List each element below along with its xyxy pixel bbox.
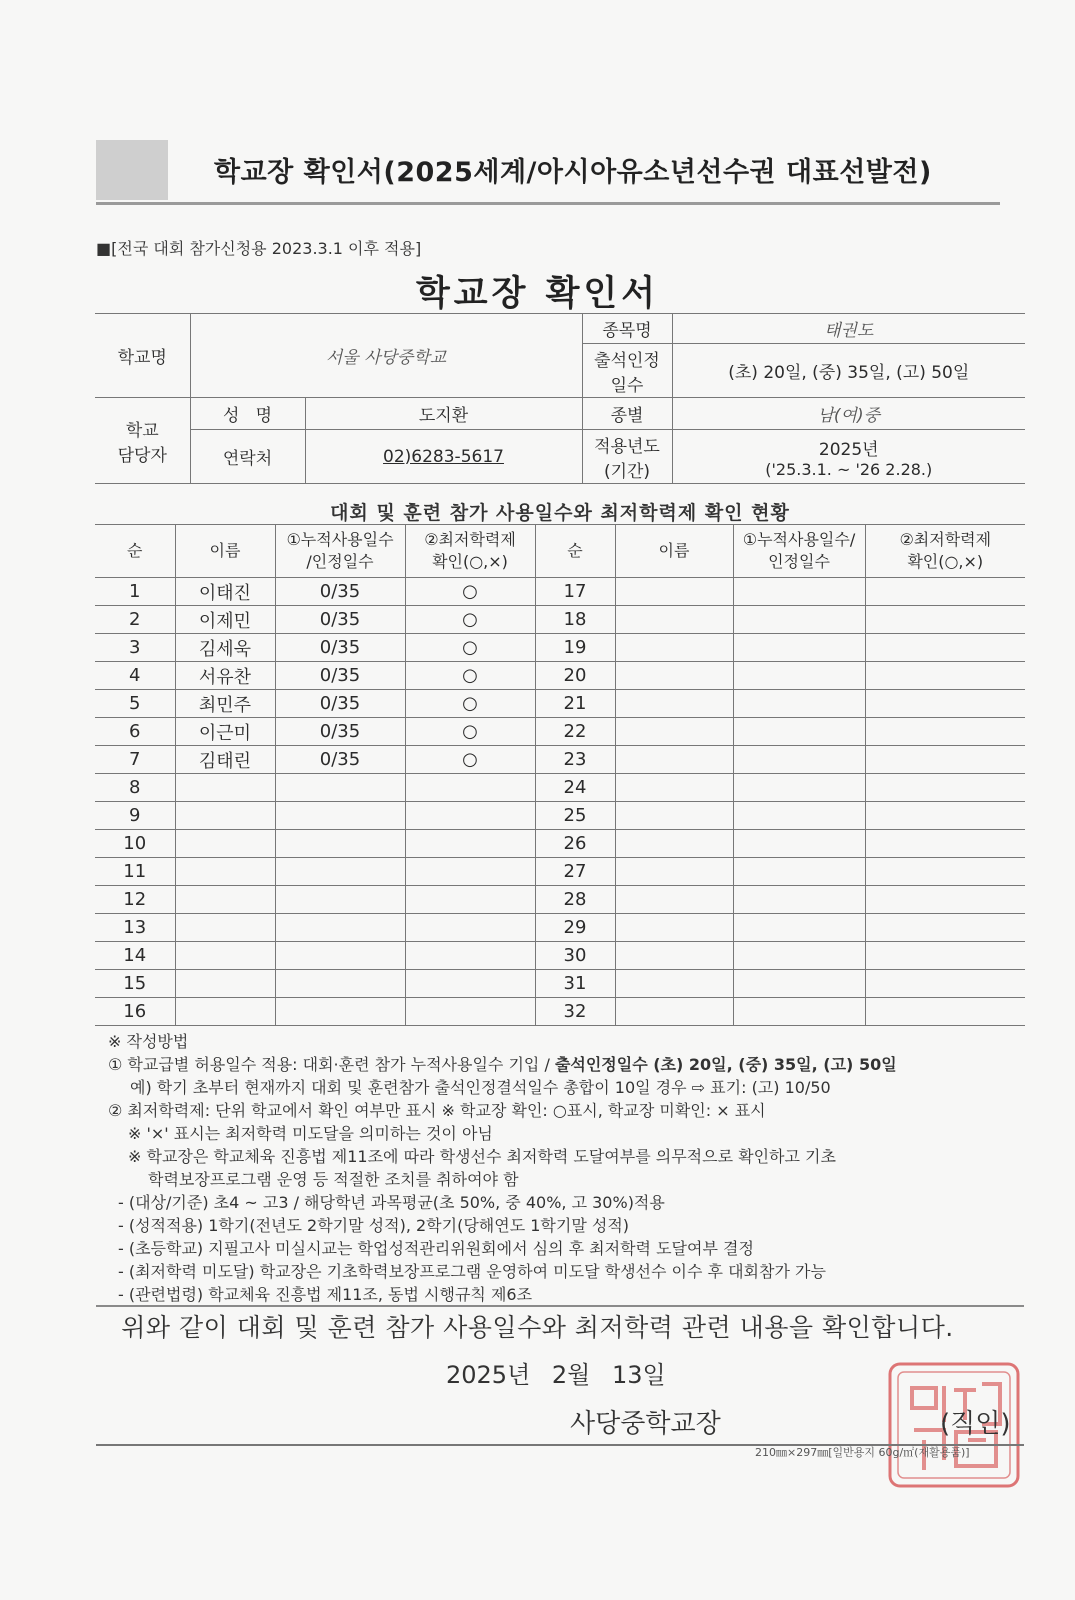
table-row [95, 746, 1025, 774]
row-check: ○ [405, 606, 535, 634]
row-no: 6 [95, 718, 175, 746]
row-no: 5 [95, 690, 175, 718]
table-row [95, 914, 1025, 942]
event-label: 종목명 [582, 314, 672, 344]
row-name [175, 942, 275, 970]
note-1-bold: 출석인정일수 (초) 20일, (중) 35일, (고) 50일 [554, 1055, 897, 1074]
row-check-right [865, 886, 1025, 914]
row-days-right [733, 886, 865, 914]
header-confirm [405, 525, 535, 578]
row-check-right [865, 858, 1025, 886]
detail-2: - (성적적용) 1학기(전년도 2학기말 성적), 2학기(당해연도 1학기말 성적) [118, 1216, 630, 1235]
manager-label-line2: 담당자 [117, 445, 167, 466]
name-value: 도지환 [305, 398, 582, 430]
row-check-right [865, 606, 1025, 634]
row-no-right: 27 [535, 858, 615, 886]
header-confirm-line1: ②최저학력제 [424, 530, 516, 549]
row-no: 1 [95, 578, 175, 606]
row-no: 14 [95, 942, 175, 970]
school-info-table [95, 313, 1025, 484]
header-confirm-line2: 확인(○,×) [432, 552, 508, 571]
year-value-line2: ('25.3.1. ~ '26 2.28.) [765, 459, 933, 479]
row-no: 15 [95, 970, 175, 998]
table-row [95, 802, 1025, 830]
row-check-right [865, 802, 1025, 830]
row-name-right [615, 970, 733, 998]
school-name-label: 학교명 [95, 314, 190, 398]
note-1-text: ① 학교급별 허용일수 적용: 대회·훈련 참가 누적사용일수 기입 / [108, 1055, 555, 1074]
row-no: 16 [95, 998, 175, 1026]
gender-label: 종별 [582, 398, 672, 430]
table-row [95, 718, 1025, 746]
note-2-sub2b: 학력보장프로그램 운영 등 적절한 조치를 취하여야 함 [148, 1170, 519, 1189]
row-days [275, 858, 405, 886]
contact-label: 연락처 [190, 430, 305, 484]
row-name-right [615, 718, 733, 746]
row-days [275, 970, 405, 998]
row-name [175, 774, 275, 802]
banner-block [96, 140, 168, 200]
row-name: 이제민 [175, 606, 275, 634]
row-days-right [733, 690, 865, 718]
header-confirm-right-line1: ②최저학력제 [899, 530, 992, 549]
row-check-right [865, 662, 1025, 690]
notes-heading: ※ 작성방법 [108, 1032, 189, 1051]
table-row [95, 858, 1025, 886]
row-name [175, 802, 275, 830]
row-no-right: 17 [535, 578, 615, 606]
detail-1: - (대상/기준) 초4 ~ 고3 / 해당학년 과목평균(초 50%, 중 40%, 고 30%)적용 [118, 1193, 665, 1212]
row-days-right [733, 606, 865, 634]
row-check [405, 970, 535, 998]
year-value-line1: 2025년 [818, 439, 879, 460]
header-name: 이름 [175, 525, 275, 578]
manager-label [95, 398, 190, 484]
row-days [275, 830, 405, 858]
row-name-right [615, 886, 733, 914]
note-1-example: 예) 학기 초부터 현재까지 대회 및 훈련참가 출석인정결석일수 총합이 10일 경우 ⇨ 표기: (고) 10/50 [130, 1078, 831, 1097]
row-name-right [615, 578, 733, 606]
row-check-right [865, 578, 1025, 606]
header-confirm-right-line2: 확인(○,×) [907, 552, 984, 571]
row-days-right [733, 774, 865, 802]
header-days-right [733, 525, 865, 578]
banner-divider [96, 202, 1000, 205]
row-check-right [865, 718, 1025, 746]
row-no-right: 28 [535, 886, 615, 914]
row-check-right [865, 998, 1025, 1026]
row-check: ○ [405, 662, 535, 690]
page-title: 학교장 확인서 [415, 274, 660, 314]
year-value [672, 430, 1025, 484]
row-check: ○ [405, 578, 535, 606]
row-no-right: 30 [535, 942, 615, 970]
row-name-right [615, 606, 733, 634]
attendance-label [582, 344, 672, 398]
row-no: 8 [95, 774, 175, 802]
row-check-right [865, 942, 1025, 970]
row-check-right [865, 970, 1025, 998]
seal-label: (직인) [940, 1409, 1011, 1439]
banner-title: 학교장 확인서(2025세계/아시아유소년선수권 대표선발전) [214, 157, 932, 188]
contact-value [305, 430, 582, 484]
table-row [95, 970, 1025, 998]
issue-date: 2025년 2월 13일 [446, 1361, 666, 1389]
row-name-right [615, 802, 733, 830]
table-row [95, 830, 1025, 858]
row-check [405, 858, 535, 886]
manager-label-line1: 학교 [125, 420, 159, 441]
row-name-right [615, 774, 733, 802]
row-name [175, 914, 275, 942]
year-label-line1: 적용년도 [594, 436, 660, 457]
row-check [405, 998, 535, 1026]
row-check [405, 942, 535, 970]
row-check [405, 886, 535, 914]
gender-value: 남(여)중 [672, 398, 1025, 430]
row-no-right: 25 [535, 802, 615, 830]
confirmation-statement: 위와 같이 대회 및 훈련 참가 사용일수와 최저학력 관련 내용을 확인합니다. [121, 1313, 954, 1342]
row-check: ○ [405, 634, 535, 662]
row-name-right [615, 634, 733, 662]
year-label [582, 430, 672, 484]
row-days [275, 914, 405, 942]
row-days: 0/35 [275, 718, 405, 746]
row-check: ○ [405, 690, 535, 718]
row-days-right [733, 942, 865, 970]
table-row [95, 886, 1025, 914]
row-check [405, 774, 535, 802]
row-days-right [733, 634, 865, 662]
row-days [275, 942, 405, 970]
note-2-sub2a: ※ 학교장은 학교체육 진흥법 제11조에 따라 학생선수 최저학력 도달여부를 의무적으로 확인하고 기초 [128, 1147, 836, 1166]
row-no-right: 29 [535, 914, 615, 942]
row-days-right [733, 914, 865, 942]
row-name: 김세욱 [175, 634, 275, 662]
notice-text: ■[전국 대회 참가신청용 2023.3.1 이후 적용] [96, 239, 422, 258]
row-no: 2 [95, 606, 175, 634]
row-no-right: 24 [535, 774, 615, 802]
row-check: ○ [405, 718, 535, 746]
row-name-right [615, 998, 733, 1026]
row-days-right [733, 830, 865, 858]
row-days: 0/35 [275, 634, 405, 662]
table-row [95, 774, 1025, 802]
table-row [95, 942, 1025, 970]
status-title: 대회 및 훈련 참가 사용일수와 최저학력제 확인 현황 [330, 502, 790, 524]
row-name-right [615, 830, 733, 858]
attendance-value: (초) 20일, (중) 35일, (고) 50일 [672, 344, 1025, 398]
row-days-right [733, 746, 865, 774]
header-days-right-line2: 인정일수 [768, 552, 830, 571]
row-check: ○ [405, 746, 535, 774]
event-value: 태권도 [672, 314, 1025, 344]
note-1 [108, 1053, 1038, 1076]
row-days-right [733, 578, 865, 606]
row-check-right [865, 690, 1025, 718]
header-days-line2: /인정일수 [306, 552, 374, 571]
header-no: 순 [95, 525, 175, 578]
row-check [405, 802, 535, 830]
row-days-right [733, 858, 865, 886]
row-no-right: 31 [535, 970, 615, 998]
header-days-line1: ①누적사용일수 [286, 530, 394, 549]
row-no-right: 20 [535, 662, 615, 690]
row-days-right [733, 998, 865, 1026]
row-no: 7 [95, 746, 175, 774]
detail-3: - (초등학교) 지필고사 미실시교는 학업성적관리위원회에서 심의 후 최저학력 도달여부 결정 [118, 1239, 754, 1258]
row-check-right [865, 774, 1025, 802]
detail-5: - (관련법령) 학교체육 진흥법 제11조, 동법 시행규칙 제6조 [118, 1285, 533, 1304]
status-body [95, 578, 1025, 1026]
table-row [95, 998, 1025, 1026]
row-name-right [615, 662, 733, 690]
row-days [275, 998, 405, 1026]
header-name-right: 이름 [615, 525, 733, 578]
row-days: 0/35 [275, 662, 405, 690]
row-no: 13 [95, 914, 175, 942]
row-name-right [615, 858, 733, 886]
row-check [405, 830, 535, 858]
row-name [175, 970, 275, 998]
table-row [95, 634, 1025, 662]
status-header-row [95, 525, 1025, 578]
row-check-right [865, 634, 1025, 662]
year-label-line2: (기간) [603, 461, 651, 482]
row-name: 서유찬 [175, 662, 275, 690]
row-no-right: 18 [535, 606, 615, 634]
row-name-right [615, 746, 733, 774]
row-no-right: 21 [535, 690, 615, 718]
header-confirm-right [865, 525, 1025, 578]
row-no-right: 26 [535, 830, 615, 858]
row-days [275, 774, 405, 802]
row-name [175, 830, 275, 858]
row-no-right: 22 [535, 718, 615, 746]
header-days-right-line1: ①누적사용일수/ [742, 530, 856, 549]
row-no-right: 19 [535, 634, 615, 662]
row-no-right: 32 [535, 998, 615, 1026]
row-name [175, 886, 275, 914]
row-no: 11 [95, 858, 175, 886]
row-name: 이근미 [175, 718, 275, 746]
row-name [175, 998, 275, 1026]
detail-4: - (최저학력 미도달) 학교장은 기초학력보장프로그램 운영하여 미도달 학생선수 이수 후 대회참가 가능 [118, 1262, 826, 1281]
row-check-right [865, 830, 1025, 858]
notes-divider [96, 1305, 1024, 1307]
row-days: 0/35 [275, 606, 405, 634]
instructions [108, 1030, 1038, 1306]
table-row [95, 662, 1025, 690]
attendance-label-line2: 일수 [610, 375, 644, 396]
header-days [275, 525, 405, 578]
row-no: 12 [95, 886, 175, 914]
row-name-right [615, 690, 733, 718]
row-name [175, 858, 275, 886]
name-label: 성 명 [190, 398, 305, 430]
table-row [95, 606, 1025, 634]
row-no: 9 [95, 802, 175, 830]
row-days-right [733, 718, 865, 746]
table-row [95, 690, 1025, 718]
row-no-right: 23 [535, 746, 615, 774]
row-days: 0/35 [275, 690, 405, 718]
header-no-right: 순 [535, 525, 615, 578]
contact-value-text: 02)6283-5617 [383, 446, 504, 467]
row-name-right [615, 942, 733, 970]
row-no: 4 [95, 662, 175, 690]
row-name-right [615, 914, 733, 942]
note-2-sub1: ※ '×' 표시는 최저학력 미도달을 의미하는 것이 아님 [128, 1124, 493, 1143]
row-days: 0/35 [275, 746, 405, 774]
row-days: 0/35 [275, 578, 405, 606]
row-check-right [865, 914, 1025, 942]
row-days [275, 802, 405, 830]
note-2: ② 최저학력제: 단위 학교에서 확인 여부만 표시 ※ 학교장 확인: ○표시, 학교장 미확인: × 표시 [108, 1101, 766, 1120]
school-name-value: 서울 사당중학교 [190, 314, 582, 398]
paper-spec: 210㎜×297㎜[일반용지 60g/㎡(재활용품)] [755, 1446, 970, 1459]
row-name: 이태진 [175, 578, 275, 606]
row-days-right [733, 970, 865, 998]
principal-title: 사당중학교장 [570, 1409, 721, 1439]
attendance-label-line1: 출석인정 [594, 350, 660, 371]
row-no: 10 [95, 830, 175, 858]
row-check [405, 914, 535, 942]
row-name: 최민주 [175, 690, 275, 718]
row-check-right [865, 746, 1025, 774]
row-days-right [733, 662, 865, 690]
status-table [95, 524, 1025, 1026]
table-row [95, 578, 1025, 606]
row-days-right [733, 802, 865, 830]
row-name: 김태린 [175, 746, 275, 774]
row-days [275, 886, 405, 914]
row-no: 3 [95, 634, 175, 662]
